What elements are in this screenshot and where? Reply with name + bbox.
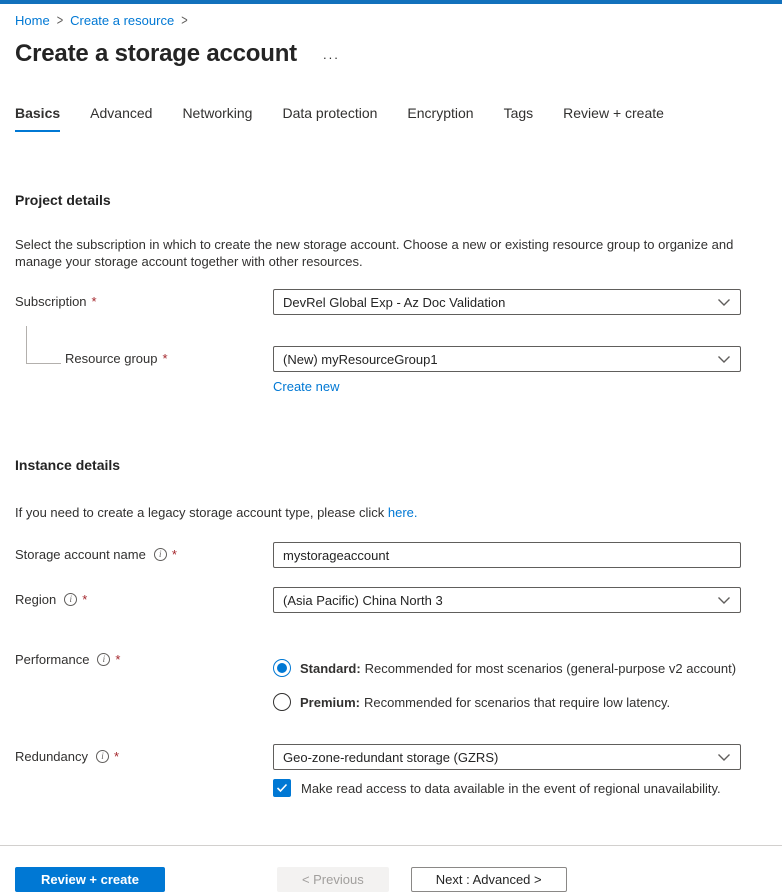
region-dropdown-value: (Asia Pacific) China North 3 xyxy=(283,592,443,608)
performance-premium-description: Recommended for scenarios that require low latency. xyxy=(363,694,671,710)
resource-group-dropdown[interactable] xyxy=(273,346,741,372)
performance-label-text: Performance xyxy=(15,652,90,667)
footer-divider xyxy=(0,845,782,846)
read-access-checkbox-label: Make read access to data available in the event of regional unavailability. xyxy=(301,780,721,796)
required-asterisk: * xyxy=(171,547,177,562)
performance-radio-group xyxy=(273,652,741,727)
region-dropdown[interactable] xyxy=(273,587,741,613)
subscription-dropdown-value: DevRel Global Exp - Az Doc Validation xyxy=(283,294,506,310)
resource-group-label-text: Resource group xyxy=(65,351,158,366)
performance-standard-name: Standard: xyxy=(300,660,361,676)
resource-group-label xyxy=(15,346,273,366)
chevron-down-icon xyxy=(717,596,731,605)
info-icon[interactable]: i xyxy=(97,653,110,666)
create-new-link[interactable]: Create new xyxy=(273,379,340,394)
resource-group-dropdown-value: (New) myResourceGroup1 xyxy=(283,351,438,367)
subscription-row xyxy=(15,289,767,315)
storage-account-name-input[interactable] xyxy=(273,542,741,568)
redundancy-label-text: Redundancy xyxy=(15,749,88,764)
redundancy-row xyxy=(15,744,767,797)
project-details-description: Select the subscription in which to create the new storage account. Choose a new or existing resource group to organize and manage your storage account together with other resources. xyxy=(15,237,734,269)
breadcrumb-home-link[interactable]: Home xyxy=(15,13,50,28)
redundancy-dropdown[interactable] xyxy=(273,744,741,770)
region-label-text: Region xyxy=(15,592,57,607)
checkbox-checked-icon[interactable] xyxy=(273,779,291,797)
footer-action-bar xyxy=(15,867,767,892)
tab-bar xyxy=(15,105,767,132)
redundancy-label xyxy=(15,744,273,764)
required-asterisk: * xyxy=(114,749,120,764)
breadcrumb-separator-icon: > xyxy=(56,12,64,29)
performance-label xyxy=(15,652,273,667)
top-accent-bar xyxy=(0,0,782,4)
storage-account-name-row xyxy=(15,542,767,568)
required-asterisk: * xyxy=(82,592,88,607)
performance-premium-radio[interactable] xyxy=(273,693,741,711)
previous-button[interactable]: < Previous xyxy=(277,867,389,892)
more-options-icon[interactable]: ... xyxy=(322,46,340,62)
tab-basics[interactable]: Basics xyxy=(15,105,60,132)
tab-review-create[interactable]: Review + create xyxy=(563,105,664,121)
legacy-note-period: . xyxy=(413,505,418,520)
resource-group-row xyxy=(15,346,767,396)
region-row xyxy=(15,587,767,613)
info-icon[interactable]: i xyxy=(154,548,167,561)
chevron-down-icon xyxy=(717,753,731,762)
read-access-checkbox-row[interactable] xyxy=(273,779,741,797)
radio-unselected-icon xyxy=(273,693,291,711)
required-asterisk: * xyxy=(162,351,168,366)
storage-account-name-label-text: Storage account name xyxy=(15,547,146,562)
legacy-account-note xyxy=(15,505,767,520)
page-title: Create a storage account xyxy=(15,40,297,67)
child-field-connector xyxy=(26,326,61,364)
tab-advanced[interactable]: Advanced xyxy=(90,105,153,121)
project-details-heading: Project details xyxy=(15,192,111,208)
performance-standard-radio[interactable] xyxy=(273,659,741,677)
performance-standard-description: Recommended for most scenarios (general-purpose v2 account) xyxy=(364,660,737,676)
legacy-note-text: If you need to create a legacy storage account type, please click xyxy=(15,505,388,520)
storage-account-name-label xyxy=(15,542,273,562)
breadcrumb xyxy=(15,13,767,28)
required-asterisk: * xyxy=(115,652,121,667)
tab-encryption[interactable]: Encryption xyxy=(407,105,474,121)
tab-networking[interactable]: Networking xyxy=(182,105,253,121)
legacy-here-link[interactable]: here xyxy=(387,505,414,520)
next-advanced-button[interactable]: Next : Advanced > xyxy=(411,867,567,892)
chevron-down-icon xyxy=(717,355,731,364)
region-label xyxy=(15,587,273,607)
redundancy-dropdown-value: Geo-zone-redundant storage (GZRS) xyxy=(283,749,499,765)
create-storage-account-page xyxy=(0,13,782,892)
required-asterisk: * xyxy=(91,294,97,309)
radio-selected-icon xyxy=(273,659,291,677)
subscription-dropdown[interactable] xyxy=(273,289,741,315)
tab-data-protection[interactable]: Data protection xyxy=(282,105,378,121)
info-icon[interactable]: i xyxy=(64,593,77,606)
tab-tags[interactable]: Tags xyxy=(503,105,534,121)
instance-details-heading: Instance details xyxy=(15,457,121,473)
chevron-down-icon xyxy=(717,298,731,307)
review-create-button[interactable]: Review + create xyxy=(15,867,165,892)
breadcrumb-create-a-resource-link[interactable]: Create a resource xyxy=(70,13,175,28)
performance-premium-name: Premium: xyxy=(300,694,360,710)
info-icon[interactable]: i xyxy=(96,750,109,763)
breadcrumb-separator-icon: > xyxy=(181,12,188,29)
subscription-label-text: Subscription xyxy=(15,294,87,309)
subscription-label xyxy=(15,289,273,309)
performance-row xyxy=(15,652,767,727)
